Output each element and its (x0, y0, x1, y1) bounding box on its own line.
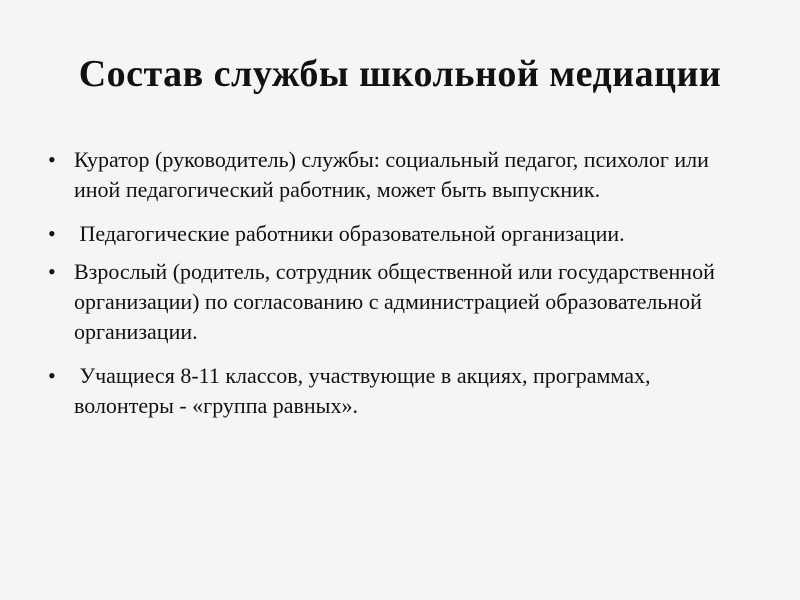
bullet-item (48, 257, 748, 347)
bullet-icon: • (48, 221, 56, 246)
slide-title: Состав службы школьной медиации (78, 53, 722, 95)
bullet-text: Учащиеся 8-11 классов, участвующие в акциях, программах, волонтеры - «группа равных». (74, 363, 656, 418)
bullet-text: Педагогические работники образовательной организации. (74, 221, 625, 246)
bullet-list (48, 145, 748, 435)
bullet-text: Взрослый (родитель, сотрудник общественной или государственной организации) по согласованию с администрацией образовательной организации. (74, 259, 715, 344)
bullet-text: Куратор (руководитель) службы: социальный педагог, психолог или иной педагогический работник, может быть выпускник. (74, 147, 709, 202)
bullet-item (48, 219, 748, 249)
bullet-icon: • (48, 259, 56, 284)
bullet-icon: • (48, 147, 56, 172)
bullet-item (48, 361, 748, 421)
bullet-icon: • (48, 363, 56, 388)
bullet-item (48, 145, 748, 205)
